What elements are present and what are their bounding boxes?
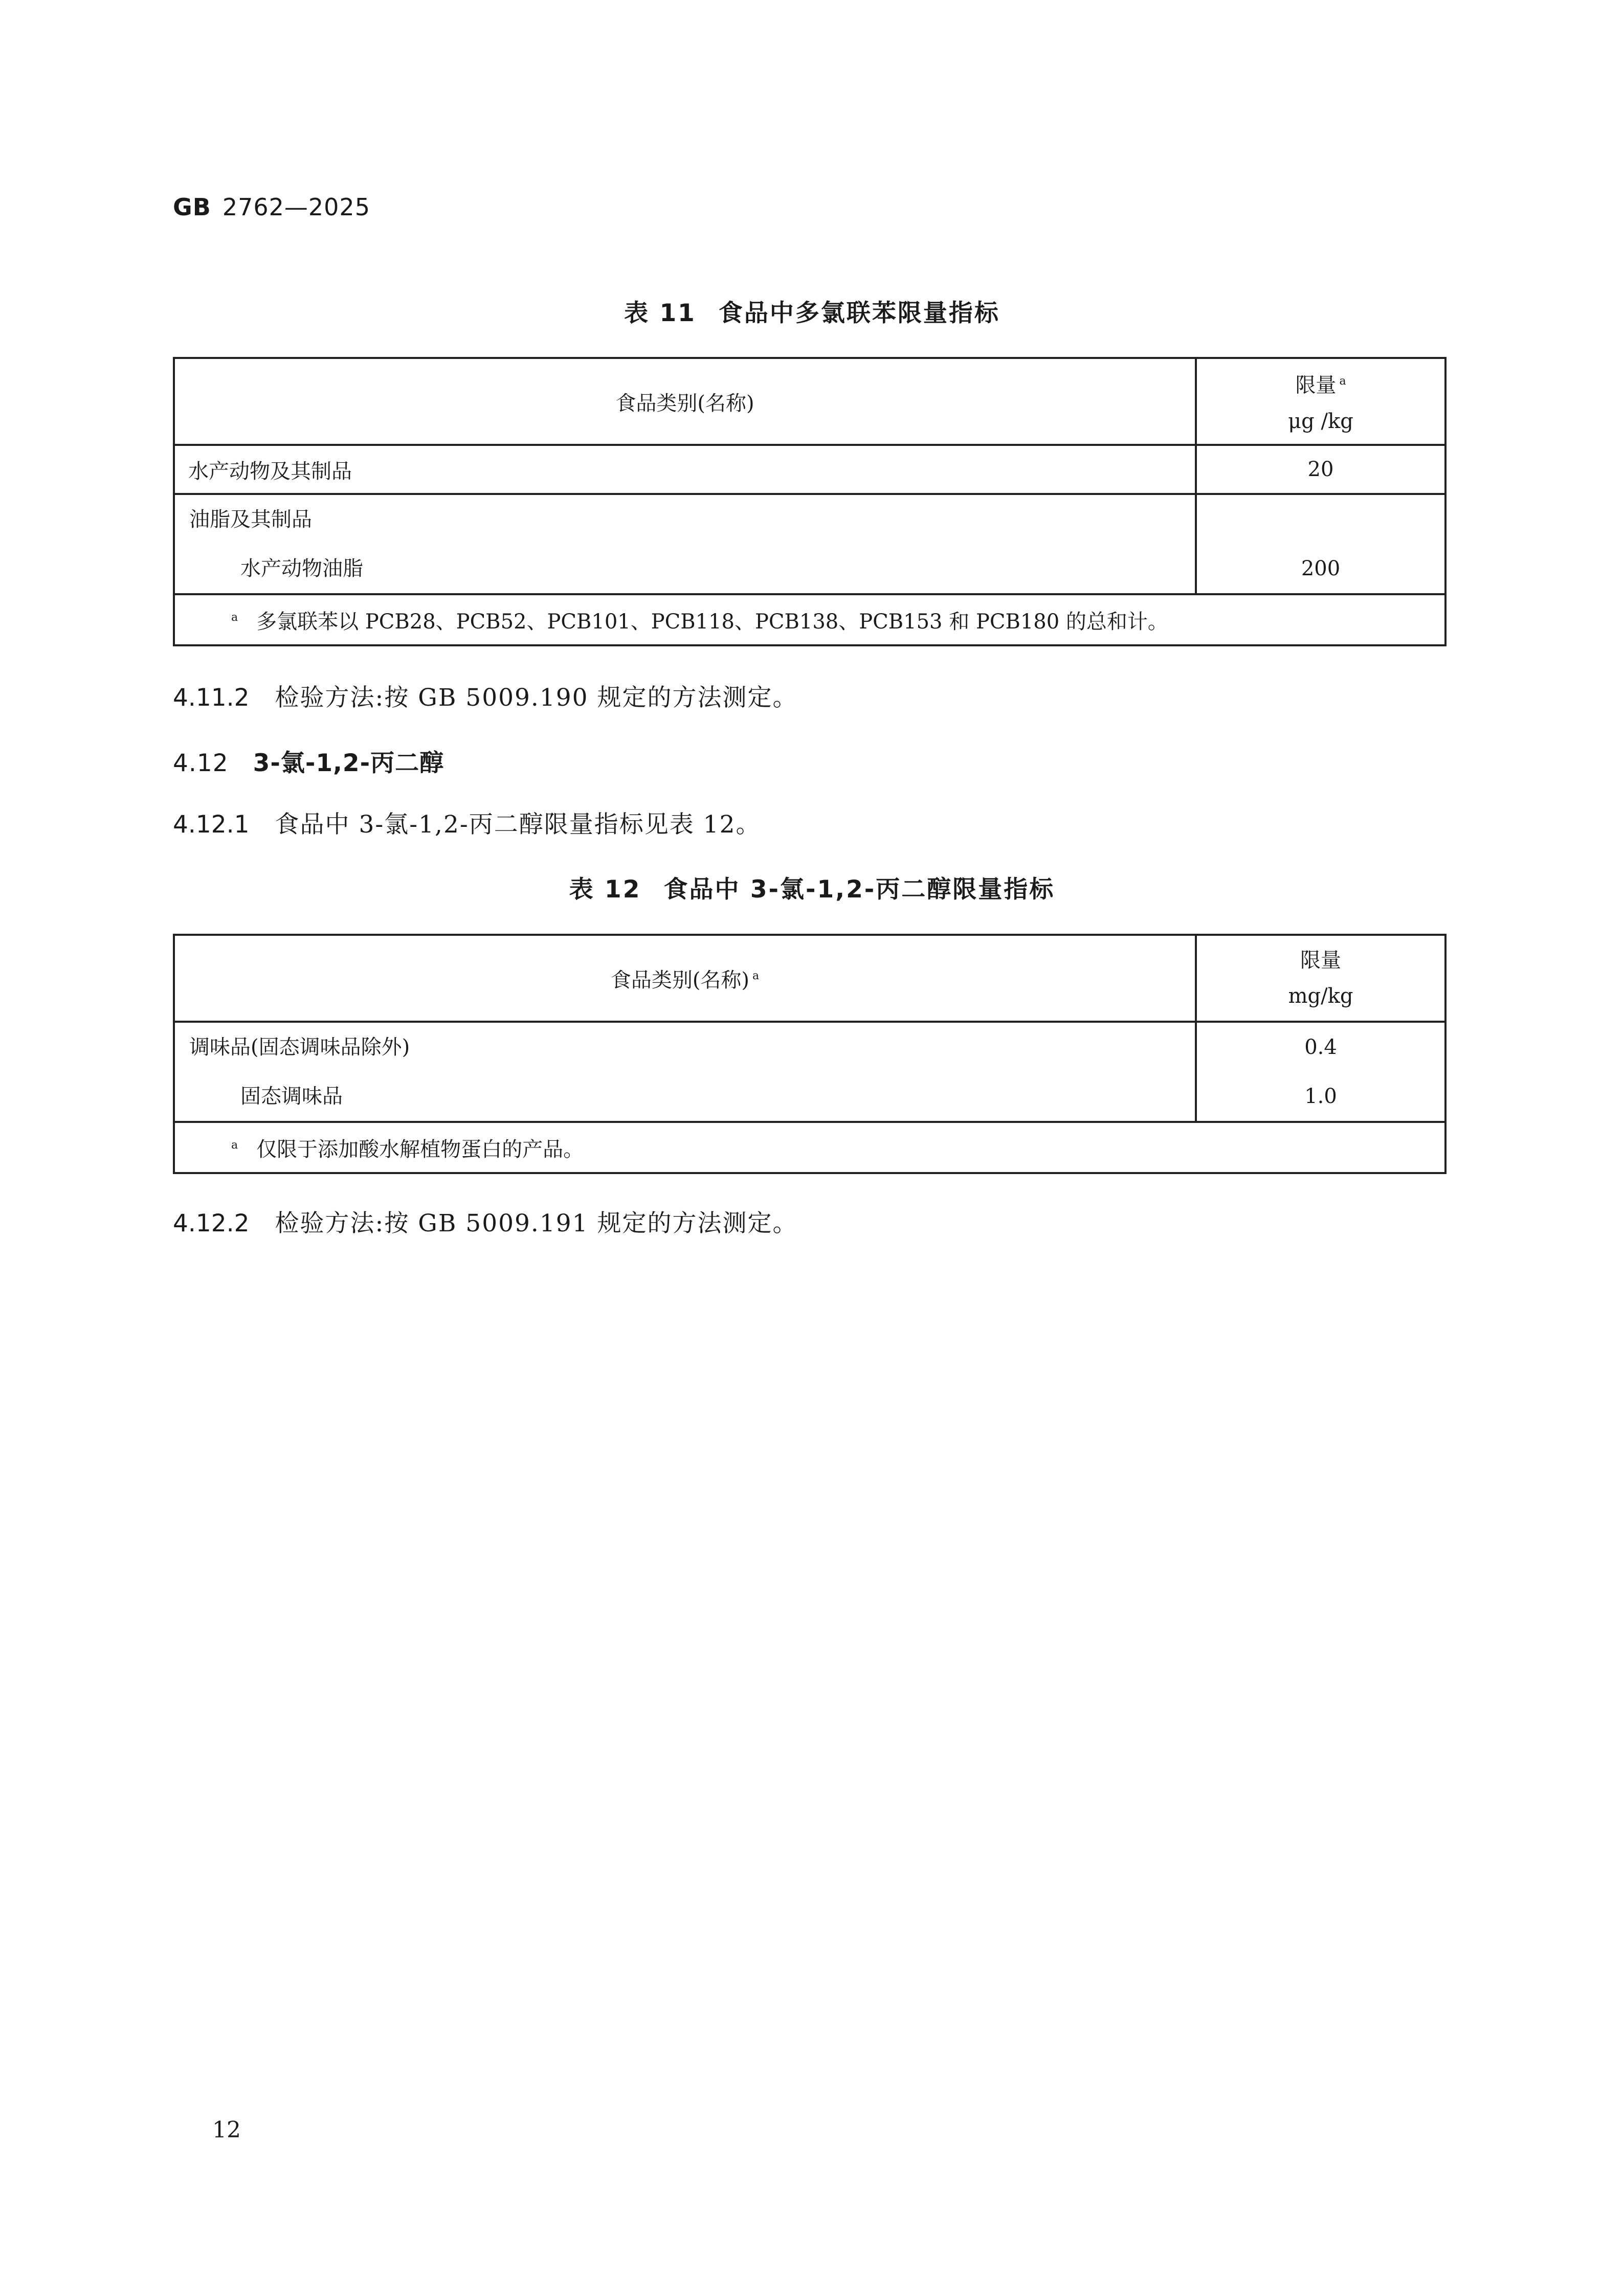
table-12-note-text: 仅限于添加酸水解植物蛋白的产品。 xyxy=(256,1137,584,1161)
table-row xyxy=(174,445,1445,494)
paragraph-4-12-1 xyxy=(173,805,761,840)
table-cell-category-group xyxy=(174,1022,1196,1122)
table-11 xyxy=(173,357,1447,646)
running-header xyxy=(173,193,370,221)
standard-prefix: GB xyxy=(173,193,211,221)
table-cell-value: 1.0 xyxy=(1304,1085,1337,1108)
footnote-marker: a xyxy=(231,611,238,624)
page-number: 12 xyxy=(212,2117,241,2143)
table-cell-value: 200 xyxy=(1301,557,1341,580)
table-11-note xyxy=(174,594,1445,645)
clause-number: 4.12.2 xyxy=(173,1209,250,1237)
table-cell-value-group xyxy=(1196,1022,1445,1122)
table-11-col-unit: μg /kg xyxy=(1288,409,1353,433)
table-12-title: 食品中 3-氯-1,2-丙二醇限量指标 xyxy=(663,875,1055,904)
table-cell-value: 20 xyxy=(1196,445,1445,494)
table-12-note xyxy=(174,1122,1445,1173)
clause-text: 食品中 3-氯-1,2-丙二醇限量指标见表 12。 xyxy=(275,811,761,839)
footnote-marker: a xyxy=(752,970,760,983)
table-row-group xyxy=(174,1022,1445,1122)
table-cell-subcategory: 固态调味品 xyxy=(240,1085,343,1108)
table-12-note-row xyxy=(174,1122,1445,1173)
table-11-col-category: 食品类别(名称) xyxy=(174,358,1196,445)
clause-number: 4.12 xyxy=(173,749,229,777)
clause-number: 4.12.1 xyxy=(173,811,250,839)
section-title: 3-氯-1,2-丙二醇 xyxy=(253,749,444,777)
table-11-note-text: 多氯联苯以 PCB28、PCB52、PCB101、PCB118、PCB138、PCB153 和 PCB180 的总和计。 xyxy=(256,610,1168,634)
clause-number: 4.11.2 xyxy=(173,684,250,712)
table-cell-value: 0.4 xyxy=(1304,1036,1337,1059)
table-12-caption xyxy=(0,870,1624,905)
table-row-group xyxy=(174,494,1445,594)
paragraph-4-12-2 xyxy=(173,1204,798,1239)
table-11-number: 表 11 xyxy=(624,299,696,327)
table-12 xyxy=(173,934,1447,1174)
table-11-caption xyxy=(0,294,1624,328)
table-cell-value-group xyxy=(1196,494,1445,594)
table-12-col-limit-label: 限量 xyxy=(1300,949,1341,972)
table-cell-value xyxy=(1197,495,1444,544)
table-12-col-limit xyxy=(1196,935,1445,1022)
table-11-title: 食品中多氯联苯限量指标 xyxy=(718,299,1000,327)
standard-number: 2762—2025 xyxy=(222,193,370,221)
table-11-col-limit-label: 限量 $^a$ xyxy=(1295,373,1346,397)
table-cell-category: 油脂及其制品 xyxy=(189,508,312,531)
table-cell-category: 水产动物及其制品 xyxy=(174,445,1196,494)
table-12-number: 表 12 xyxy=(569,875,641,904)
clause-text: 检验方法:按 GB 5009.190 规定的方法测定。 xyxy=(275,684,798,712)
table-11-note-row xyxy=(174,594,1445,645)
section-heading-4-12 xyxy=(173,744,444,778)
clause-text: 检验方法:按 GB 5009.191 规定的方法测定。 xyxy=(275,1209,798,1237)
table-11-col-limit xyxy=(1196,358,1445,445)
table-12-header-row xyxy=(174,935,1445,1022)
table-cell-category-group xyxy=(174,494,1196,594)
table-12-col-category: 食品类别(名称) $^a$ xyxy=(174,935,1196,1022)
footnote-marker: a xyxy=(1339,375,1346,388)
table-cell-category: 调味品(固态调味品除外) xyxy=(189,1036,410,1059)
table-12-col-unit: mg/kg xyxy=(1288,984,1353,1008)
table-11-header-row xyxy=(174,358,1445,445)
table-cell-subcategory: 水产动物油脂 xyxy=(240,557,363,580)
footnote-marker: a xyxy=(231,1139,238,1152)
paragraph-4-11-2 xyxy=(173,679,798,713)
